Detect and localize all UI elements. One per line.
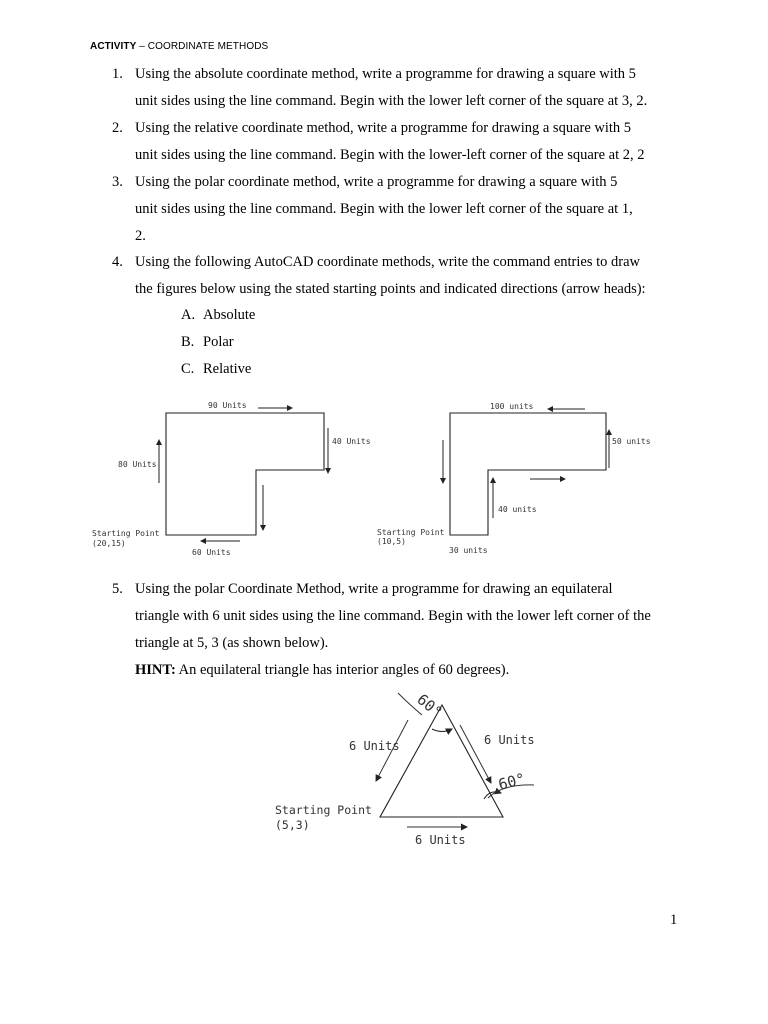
start-label: Starting Point <box>275 803 372 817</box>
question-1 <box>112 61 672 115</box>
question-number: 1. <box>112 66 123 82</box>
label-bottom: 30 units <box>449 546 488 555</box>
page-number: 1 <box>670 912 678 928</box>
method-letter: B. <box>181 334 195 350</box>
question-number: 2. <box>112 120 123 136</box>
method-b <box>181 329 234 356</box>
label-bottom: 60 Units <box>192 548 231 557</box>
method-a <box>181 302 255 329</box>
label-left: 80 Units <box>118 460 157 469</box>
header-bold: ACTIVITY <box>90 41 137 52</box>
question-3 <box>112 169 672 250</box>
right-angle-label: 60° <box>496 769 528 794</box>
label-right: 50 units <box>612 437 651 446</box>
question-number: 5. <box>112 581 123 597</box>
label-top: 100 units <box>490 402 534 411</box>
question-line: unit sides using the line command. Begin with the lower left corner of the square at 3, 2. <box>135 93 648 109</box>
question-line: Using the polar Coordinate Method, write a programme for drawing an equilateral <box>135 581 613 597</box>
question-4 <box>112 249 672 303</box>
question-line: Using the relative coordinate method, write a programme for drawing a square with 5 <box>135 120 632 136</box>
method-letter: C. <box>181 361 195 377</box>
header-rest: – COORDINATE METHODS <box>136 41 269 52</box>
label-inner: 40 units <box>498 505 537 514</box>
question-line: unit sides using the line command. Begin with the lower-left corner of the square at 2, 2 <box>135 147 645 163</box>
method-label: Absolute <box>203 307 256 323</box>
question-line: 2. <box>135 228 146 244</box>
question-line: triangle at 5, 3 (as shown below). <box>135 635 329 651</box>
top-angle-label: 60° <box>413 690 446 722</box>
start-coord: (20,15) <box>92 539 126 548</box>
method-c <box>181 356 251 383</box>
top-angle-arc <box>432 729 452 732</box>
label-left-side: 6 Units <box>349 739 400 753</box>
label-right-side: 6 Units <box>484 733 535 747</box>
method-label: Polar <box>203 334 234 350</box>
figure-1-l-shape <box>88 395 378 565</box>
question-number: 3. <box>112 174 123 190</box>
question-line: unit sides using the line command. Begin with the lower left corner of the square at 1, <box>135 201 633 217</box>
question-line: Using the following AutoCAD coordinate methods, write the command entries to draw <box>135 254 640 270</box>
label-top: 90 Units <box>208 401 247 410</box>
question-5 <box>112 576 672 684</box>
method-label: Relative <box>203 361 252 377</box>
label-bottom-side: 6 Units <box>415 833 466 847</box>
label-right: 40 Units <box>332 437 371 446</box>
figure-2-outline <box>450 413 606 535</box>
page-header <box>90 41 268 52</box>
start-label: Starting Point <box>377 528 445 537</box>
hint-line <box>135 657 672 684</box>
figure-triangle <box>270 685 550 855</box>
question-line: triangle with 6 unit sides using the line command. Begin with the lower left corner of the <box>135 608 651 624</box>
start-coord: (5,3) <box>275 818 310 832</box>
start-label: Starting Point <box>92 529 160 538</box>
figure-2-l-shape <box>372 395 662 565</box>
question-line: Using the polar coordinate method, write a programme for drawing a square with 5 <box>135 174 618 190</box>
start-coord: (10,5) <box>377 537 406 546</box>
hint-text: An equilateral triangle has interior angles of 60 degrees). <box>175 662 510 678</box>
figure-1-outline <box>166 413 324 535</box>
triangle-outline <box>380 705 503 817</box>
hint-bold: HINT: <box>135 662 176 678</box>
method-letter: A. <box>181 307 196 323</box>
question-2 <box>112 115 672 169</box>
question-line: the figures below using the stated starting points and indicated directions (arrow heads): <box>135 281 646 297</box>
question-number: 4. <box>112 254 123 270</box>
question-line: Using the absolute coordinate method, write a programme for drawing a square with 5 <box>135 66 636 82</box>
